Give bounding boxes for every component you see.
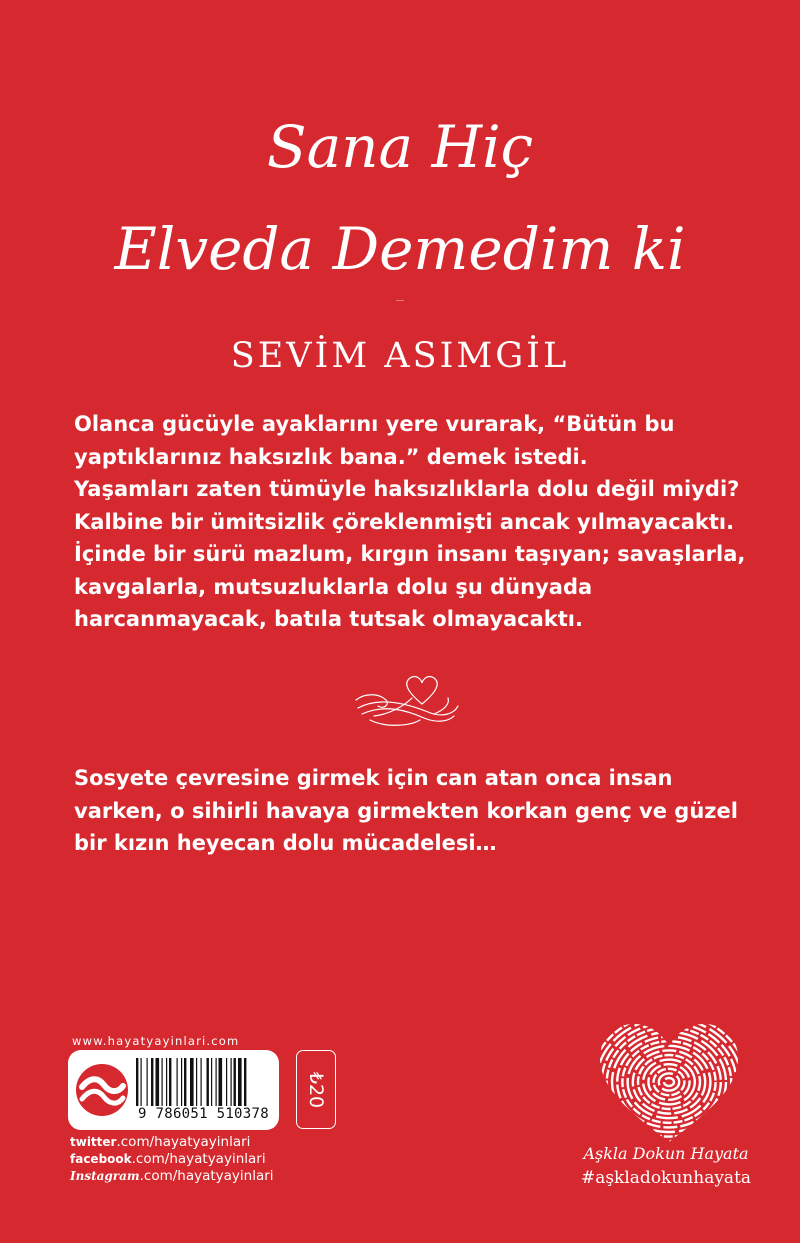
heart-ornament-icon [350, 670, 465, 730]
slogan-line1: Aşkla Dokun Hayata [583, 1144, 749, 1163]
fingerprint-ridge [628, 1046, 711, 1118]
barcode-bar [141, 1058, 142, 1110]
barcode-bar [162, 1058, 163, 1110]
barcode-bar [190, 1058, 194, 1110]
blurb-line: harcanmayacak, batıla tutsak olmayacaktı. [74, 607, 583, 631]
publisher-logo-icon [76, 1064, 128, 1116]
barcode-bar [207, 1058, 209, 1110]
barcode-bar [234, 1058, 236, 1110]
twitter-link[interactable] [70, 1134, 250, 1150]
barcode-bar [231, 1058, 232, 1110]
blurb-line: Sosyete çevresine girmek için can atan onca insan [74, 766, 673, 790]
blurb-line: varken, o sihirli havaya girmekten korkan genç ve güzel [74, 798, 738, 823]
blurb-line: yaptıklarınız haksızlık bana.” demek istedi. [74, 444, 588, 469]
book-title-line2: Elveda Demedim ki [114, 215, 686, 283]
instagram-link[interactable] [70, 1168, 274, 1184]
barcode-bar [219, 1058, 223, 1110]
blurb-line: Olanca gücüyle ayaklarını yere vurarak, “Bütün bu [74, 412, 675, 436]
barcode-bar [177, 1058, 178, 1110]
slogan-hashtag: #aşkladokunhayata [580, 1168, 752, 1188]
barcode-bar [244, 1058, 246, 1110]
title-divider [396, 300, 404, 301]
blurb-paragraph-1 [74, 408, 746, 636]
facebook-link[interactable] [70, 1151, 266, 1167]
barcode-bar [136, 1058, 138, 1110]
fingerprint-ridge [659, 1073, 679, 1090]
twitter-handle: .com/hayatyayinlari [116, 1134, 251, 1150]
barcode-bar [156, 1058, 160, 1110]
blurb-paragraph-2 [74, 762, 738, 860]
barcode-bar [216, 1058, 217, 1110]
fingerprint-heart-icon [594, 1020, 744, 1145]
book-title-line1: Sana Hiç [266, 113, 534, 181]
fingerprint-ridge [643, 1060, 695, 1105]
fingerprint-ridge [622, 1041, 715, 1123]
barcode-bar [181, 1058, 182, 1110]
barcode-bar [226, 1058, 227, 1110]
barcode-bar [201, 1058, 202, 1110]
barcode-bar [147, 1058, 148, 1110]
blurb-line: Yaşamları zaten tümüyle haksızlıklarla dolu değil miydi? [74, 477, 740, 501]
twitter-logo-icon: twitter [70, 1135, 117, 1149]
facebook-handle: .com/hayatyayinlari [131, 1151, 266, 1167]
fingerprint-ridge [607, 1027, 731, 1136]
publisher-website: www.hayatyayinlari.com [72, 1034, 240, 1048]
barcode-bar [169, 1058, 171, 1110]
blurb-line: İçinde bir sürü mazlum, kırgın insanı taşıyan; savaşlarla, [74, 542, 746, 566]
barcode-bar [184, 1058, 186, 1110]
barcode-bar [166, 1058, 167, 1110]
blurb-line: Kalbine bir ümitsizlik çöreklenmişti ancak yılmayacaktı. [74, 509, 735, 534]
facebook-logo-icon: facebook [70, 1152, 132, 1166]
barcode-bar [196, 1058, 197, 1110]
blurb-line: bir kızın heyecan dolu mücadelesi… [74, 831, 497, 855]
barcode-bar [151, 1058, 153, 1110]
barcode-bar [211, 1058, 212, 1110]
fingerprint-ridge [664, 1078, 674, 1086]
price-box [296, 1050, 336, 1129]
instagram-logo-icon: Instagram [70, 1169, 140, 1183]
price-label: ₺20 [305, 1071, 327, 1108]
blurb-line: kavgalarla, mutsuzluklarla dolu şu dünyada [74, 574, 593, 599]
isbn-number: 9 786051 510378 [131, 1106, 276, 1122]
barcode-panel [68, 1050, 279, 1130]
author-name: SEVİM ASIMGİL [230, 336, 570, 376]
barcode-bar [238, 1058, 242, 1110]
instagram-handle: .com/hayatyayinlari [139, 1168, 274, 1184]
